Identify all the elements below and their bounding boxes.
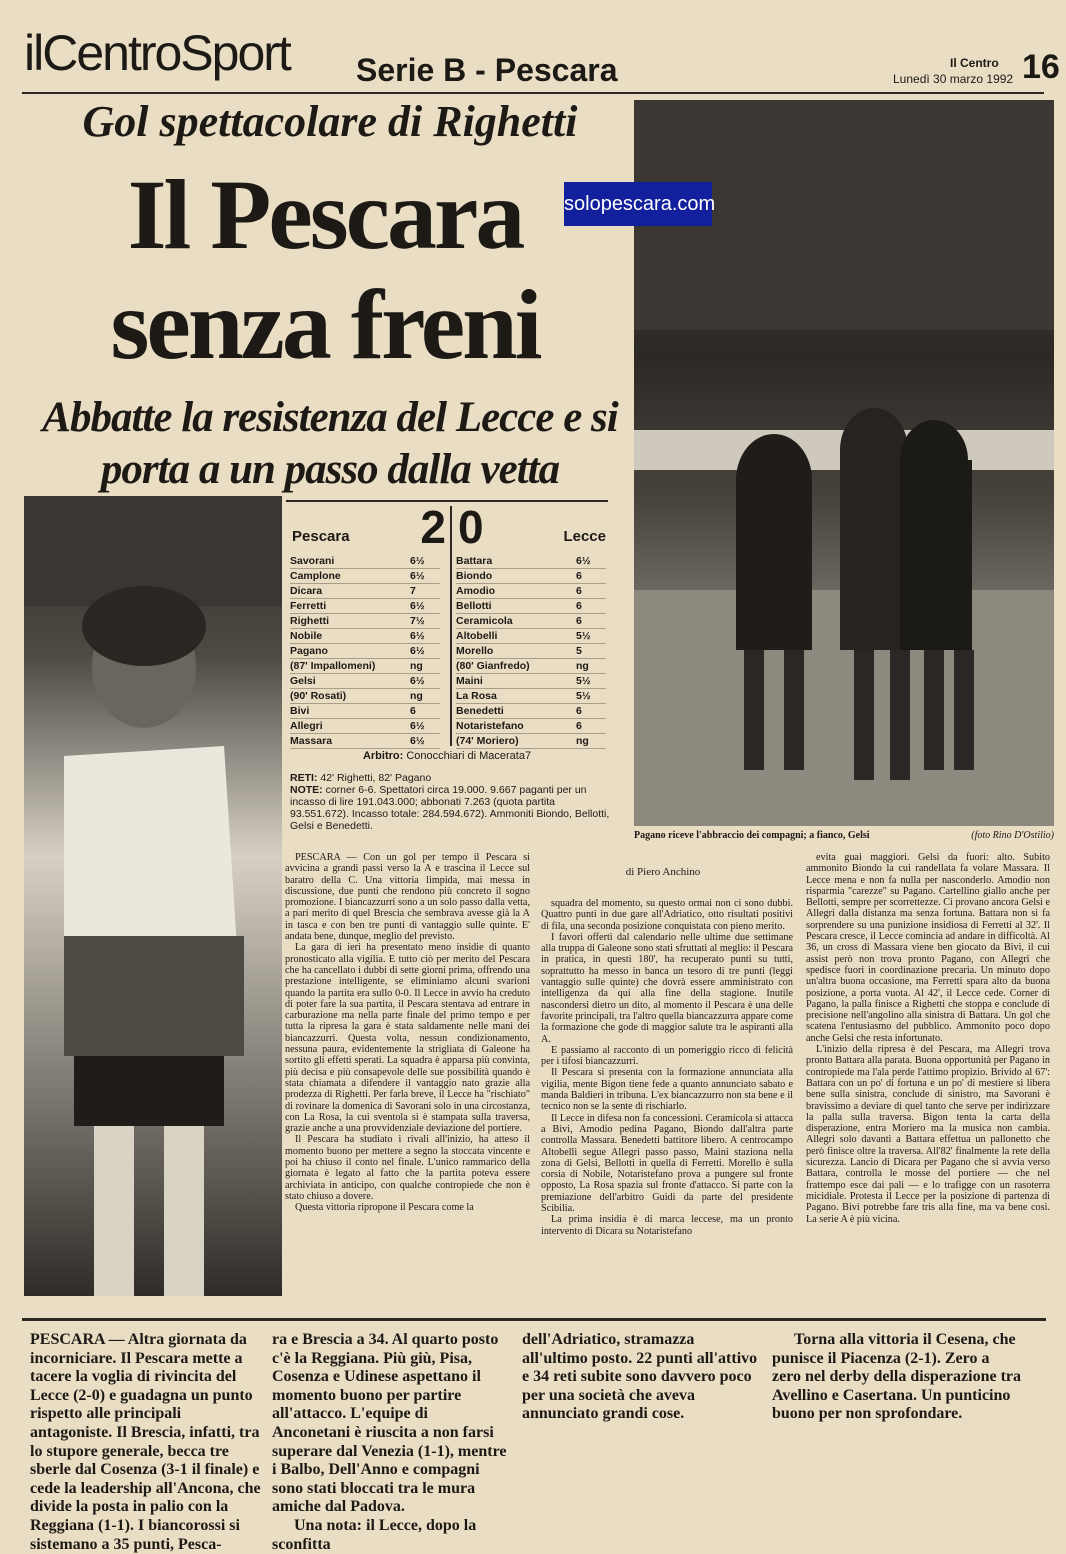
masthead-logo: ilCentroSport (24, 25, 290, 81)
player-row: (74' Moriero) ng (456, 734, 606, 749)
player-row: Pagano 6½ (290, 644, 440, 659)
away-score: 0 (458, 501, 484, 553)
page-number: 16 (1022, 48, 1060, 86)
byline: di Piero Anchino (625, 866, 701, 878)
player-row: Righetti 7½ (290, 614, 440, 629)
referee-line: Arbitro: Conocchiari di Macerata7 (362, 750, 532, 762)
masthead-rule (22, 92, 1044, 94)
player-row: Bivi 6 (290, 704, 440, 719)
player-row: Benedetti 6 (456, 704, 606, 719)
player-row: Morello 5 (456, 644, 606, 659)
away-team-name: Lecce (563, 528, 606, 545)
player-row: Altobelli 5½ (456, 629, 606, 644)
article-column-3: evita guai maggiori. Gelsi da fuori: alto. Subito ammonito Biondo la cui randellata fa volare Massara. Il Lecce mena e non fa nulla per nasconderlo. Amodio non risparmia "carezze" su Pagano. Cartellino giallo anche per Bellotti, sempre per scorrettezze. Ci provano ancora Gelsi e Allegri dalla distanza ma senza fortuna. Battara non si fa sorprendere su una punizione insidiosa di Ferretti al 32'. Il Pescara cresce, il Lecce comincia ad andare in difficoltà. Al 36, un cross di Massara viene ben giocato da Bivi, il cui assist però non trova pronto Pagano, con Allegri che spedisce fuori in coordinazione precaria. Un minuto dopo un'altra buona occasione, ma Ferretti spara alto da buona posizione, a porta vuota. Al 42', il Lecce cede. Corner di Pagano, la palla finisce a Righetti che stoppa e conclude di precisione nell'angolino alla sinistra di Battara. Un gol che scatena l'entusiasmo del pubblico. Ammonito poco dopo anche Gelsi che resta infortunato. L'inizio della ripresa è del Pescara, ma Allegri trova pronto Battara alla parata. Buona opportunità per Pagano in contropiede ma l'ala perde l'attimo propizio. Brivido al 67': Battara con un po' di fortuna e un po' di mestiere si libera bene sulla sinistra, conclude di sinistro, ma Savorani è bravissimo a deviare di quel tanto che serve per indirizzare la palla sulla traversa. Bigon tenta la carta della disperazione, entra Moriero ma la musica non cambia. Allegri solo davanti a Battara effettua un pallonetto che però finisce oltre la traversa. All'82' finalmente la rete della sicurezza. Lancio di Dicara per Pagano che si avvia verso Battara, controlla le mosse del portiere — che nel frattempo esce dai pali — e lo trafigge con un rasoterra micidiale. Protesta il Lecce per la posizione di partenza di Pagano. Bivi potrebbe fare tris alla fine, ma va bene così. La serie A è più vicina. (806, 852, 1050, 1225)
bottom-summary-article (22, 1318, 1046, 1553)
article-column-2: squadra del momento, su questo ormai non ci sono dubbi. Quattro punti in due gare all'Adriatico, otto risultati positivi di fila, una seconda posizione conquistata con pieno merito. I favori offerti dal calendario nelle ultime due settimane alla truppa di Galeone sono stati sfruttati al meglio: il Pescara in pratica, in questi 180', ha recuperato punti su tutti, soprattutto ha messo in banca un tesoro di tre punti (leggi vantaggio sulle quinte) che dovrà essere amministrato con intelligenza da qui alla fine della stagione. Inutile nascondersi dietro un dito, al momento il Pescara è una delle favorite principali, tra l'altro quella biancazzurra appare come la formazione che gode di maggior salute tra le aspiranti alla A. E passiamo al racconto di un pomeriggio ricco di felicità per i tifosi biancazzurri. Il Pescara si presenta con la formazione annunciata alla vigilia, mente Bigon tiene fede a quanto annunciato sabato e manda Baldieri in tribuna. L'ex biancazzurro non sta bene e il tecnico non se la sente di rischiarlo. Il Lecce in difesa non fa concessioni. Ceramicola si attacca a Bivi, Amodio pedina Pagano, Biondo dall'altra parte controlla Massara. Benedetti battitore libero. A centrocampo Altobelli segue Allegri passo passo, Maini staziona nella zona di Gelsi, Bellotti in quella di Ferretti. Morello è sulla corsia di Nobile, Notaristefano prova a pungere sul fronte opposto, La Rosa spazia sul fronte d'attacco. Si parte con la premiazione dell'arbitro Guidi da parte del presidente Scibilia. La prima insidia è di marca leccese, ma un pronto intervento di Dicara su Notaristefano (541, 898, 793, 1237)
player-row: Allegri 6½ (290, 719, 440, 734)
section-title: Serie B - Pescara (356, 52, 618, 88)
player-row: Camplone 6½ (290, 569, 440, 584)
player-row: Biondo 6 (456, 569, 606, 584)
match-notes: RETI: 42' Righetti, 82' Pagano NOTE: corner 6-6. Spettatori circa 19.000. 9.667 paganti per un incasso di lire 191.043.000; abbonati 7.263 (quota partita 93.551.672). Incasso totale: 284.594.672). Ammoniti Biondo, Bellotti, Gelsi e Benedetti. (290, 772, 610, 832)
issue-date: Lunedì 30 marzo 1992 (893, 72, 1014, 86)
home-team-name: Pescara (292, 528, 350, 545)
player-row: Maini 5½ (456, 674, 606, 689)
summary-column-1: PESCARA — Altra giornata da incorniciare. Il Pescara mette a tacere la voglia di rivincita del Lecce (2-0) e guadagna un punto rispetto alle principali antagoniste. Il Brescia, infatti, tra lo stupore generale, becca tre sberle dal Cosenza (3-1 il finale) e cede la leadership all'Ancona, che divide la posta in palio con la Reggiana (1-1). I biancorossi si sistemano a 35 punti, Pesca- (30, 1331, 261, 1553)
match-note-text: corner 6-6. Spettatori circa 19.000. 9.667 paganti per un incasso di lire 191.043.000; abbonati 7.263 (quota partita 93.551.672). Incasso totale: 284.594.672). Ammoniti Biondo, Bellotti, Gelsi e Benedetti. (290, 784, 610, 832)
player-row: Gelsi 6½ (290, 674, 440, 689)
player-row: Amodio 6 (456, 584, 606, 599)
watermark-label: solopescara.com (564, 182, 712, 226)
photo-credit: (foto Rino D'Ostilio) (971, 830, 1054, 841)
player-row: Ceramicola 6 (456, 614, 606, 629)
player-row: (90' Rosati) ng (290, 689, 440, 704)
headline-subhead: Abbatte la resistenza del Lecce e si porta a un passo dalla vetta (42, 394, 618, 493)
article-column-1: PESCARA — Con un gol per tempo il Pescara si avvicina a grandi passi verso la A e trascina il Lecce sul baratro della C. Una vittoria limpida, mai messa in discussione, due punti che rendono più concreto il sogno promozione. I biancazzurri sono a un solo passo dalla vetta, a pari merito di quel Brescia che sembrava avesse già la A in tasca e con ben tre punti di vantaggio sulle quinte. E' andata bene, dunque, meglio del previsto. La gara di ieri ha presentato meno insidie di quanto pronosticato alla vigilia. E tutto ciò per merito del Pescara che ha cancellato i dubbi di sette giorni prima, offrendo una prestazione intelligente, se eliminiamo alcuni svarioni quando la partita era sullo 0-0. Il Lecce in avvio ha creduto di poter fare la sua partita, il Pescara stentava ad entrare in carburazione ma nella parte finale del primo tempo e per tutta la ripresa la gara è stata saldamente nelle mani dei biancazzurri. Questa volta, nessun condizionamento, nessuna paura, evidentemente la strigliata di Galeone ha sortito gli effetti sperati. La squadra è apparsa più convinta, più decisa e più consapevole delle sue possibilità quando è stata chiamata a difendere il vantaggio nato grazie alla prodezza di Righetti. Per farla breve, il Lecce ha "rischiato" di rovinare la domenica di Savorani solo in una circostanza, con La Rosa, la cui sventola si è stampata sulla traversa, grazie anche a una provvidenziale deviazione del portiere. Il Pescara ha studiato i rivali all'inizio, ha atteso il momento buono per mettere a segno la stoccata vincente e poi ha chiuso il conto nel finale. L'unico rammarico della giornata è legato al fatto che la partita poteva essere archiviata in anticipo, con qualche contropiede che non è stato chiuso a dovere. Questa vittoria ripropone il Pescara come la (285, 852, 530, 1214)
home-roster (290, 554, 440, 749)
headline-kicker: Gol spettacolare di Righetti (82, 97, 578, 146)
player-row: Ferretti 6½ (290, 599, 440, 614)
headline-main: Il Pescara senza freni (110, 159, 540, 380)
player-row: La Rosa 5½ (456, 689, 606, 704)
paper-name: Il Centro (950, 56, 999, 70)
goal-scorers: 42' Righetti, 82' Pagano (320, 772, 432, 784)
summary-column-2: ra e Brescia a 34. Al quarto posto c'è la Reggiana. Più giù, Pisa, Cosenza e Udinese aspettano il momento buono per partire all'attacco. L'equipe di Anconetani è riuscita a non farsi superare dal Venezia (1-1), mentre i Balbo, Dell'Anno e compagni sono stati bloccati tra le mura amiche dal Padova. Una nota: il Lecce, dopo la sconfitta (272, 1331, 507, 1553)
player-row: (80' Gianfredo) ng (456, 659, 606, 674)
player-row: (87' Impallomeni) ng (290, 659, 440, 674)
summary-column-4: Torna alla vittoria il Cesena, che punisce il Piacenza (2-1). Zero a zero nel derby della disperazione tra Avellino e Casertana. Un punticino buono per non sprofondare. (772, 1331, 1021, 1423)
gelsi-photo-image (24, 496, 282, 1296)
player-row: Nobile 6½ (290, 629, 440, 644)
player-row: Battara 6½ (456, 554, 606, 569)
photo-caption: Pagano riceve l'abbraccio dei compagni; a fianco, Gelsi (foto Rino D'Ostilio) (634, 830, 1054, 841)
gelsi-portrait-photo (24, 496, 282, 1296)
away-roster (456, 554, 606, 749)
player-row: Bellotti 6 (456, 599, 606, 614)
home-score: 2 (420, 501, 446, 553)
scoreboard (286, 500, 608, 762)
player-row: Savorani 6½ (290, 554, 440, 569)
player-row: Notaristefano 6 (456, 719, 606, 734)
player-row: Massara 6½ (290, 734, 440, 749)
player-row: Dicara 7 (290, 584, 440, 599)
summary-column-3: dell'Adriatico, stramazza all'ultimo posto. 22 punti all'attivo e 34 reti subite sono davvero poco per una società che aveva annunciato grandi cose. (522, 1331, 758, 1423)
